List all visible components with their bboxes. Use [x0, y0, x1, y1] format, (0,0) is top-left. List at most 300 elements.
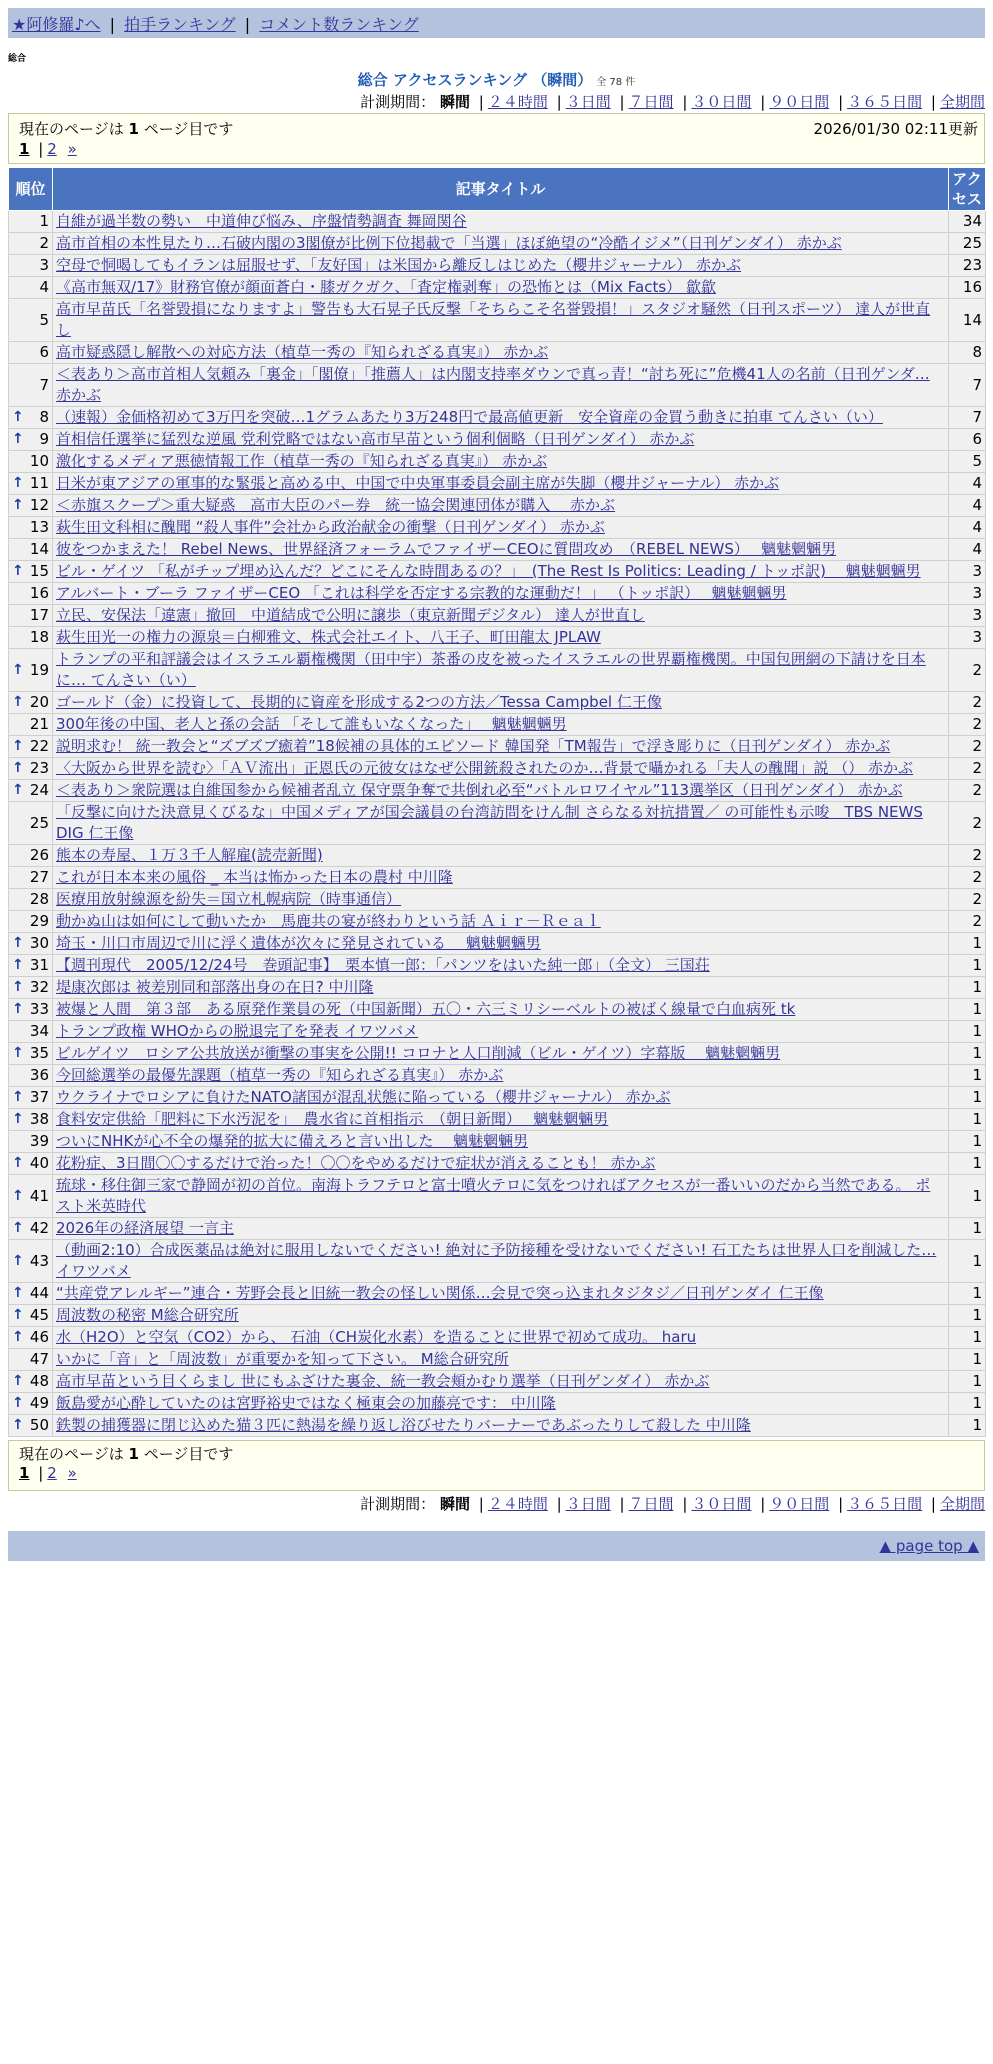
rank-cell [9, 583, 53, 605]
rank-number: 13 [29, 518, 49, 536]
rank-number: 45 [29, 1306, 49, 1324]
up-arrow-icon: ↑ [12, 1001, 24, 1017]
title-cell [53, 1131, 949, 1153]
rank-cell [9, 1218, 53, 1240]
up-arrow-icon: ↑ [12, 1220, 24, 1236]
rank-number: 49 [29, 1394, 49, 1412]
footer-bar [8, 1531, 985, 1561]
period-3d-link-bottom[interactable]: ３日間 [565, 1495, 611, 1513]
period-90d-link-bottom[interactable]: ９０日間 [769, 1495, 830, 1513]
access-count: 1 [949, 1283, 986, 1305]
rank-number: 32 [29, 978, 49, 996]
site-home-link[interactable]: ★阿修羅♪へ [12, 15, 101, 34]
table-row [9, 1153, 986, 1175]
up-arrow-icon: ↑ [12, 563, 24, 579]
title-cell [53, 407, 949, 429]
rank-cell [9, 911, 53, 933]
title-cell [53, 561, 949, 583]
article-title-link[interactable]: 花粉症、3日間〇〇するだけで治った！〇〇をやめるだけで症状が消えることも！ 赤かぶ [56, 1154, 656, 1172]
article-title-link[interactable]: 今回総選挙の最優先課題（植草一秀の『知られざる真実』） 赤かぶ [56, 1066, 504, 1084]
access-count: 4 [949, 473, 986, 495]
up-arrow-icon: ↑ [12, 1187, 24, 1204]
updated-timestamp: 2026/01/30 02:11更新 [813, 120, 978, 138]
table-row [9, 561, 986, 583]
table-row [9, 1065, 986, 1087]
rank-number: 46 [29, 1328, 49, 1346]
access-count: 1 [949, 1393, 986, 1415]
rank-number: 48 [29, 1372, 49, 1390]
table-row [9, 473, 986, 495]
access-count: 1 [949, 1043, 986, 1065]
table-row [9, 1349, 986, 1371]
rank-cell [9, 1021, 53, 1043]
period-7d-link-bottom[interactable]: ７日間 [628, 1495, 674, 1513]
article-title-link[interactable]: ＜赤旗スクープ＞重大疑惑 高市大臣のパー券 統一協会関連団体が購入 赤かぶ [56, 496, 616, 514]
access-count: 1 [949, 999, 986, 1021]
table-row [9, 1371, 986, 1393]
article-title-link[interactable]: “共産党アレルギー”連合・芳野会長と旧統一教会の怪しい関係…会見で突っ込まれタジタジ／日刊ゲンダイ 仁王像 [56, 1284, 824, 1302]
article-title-link[interactable]: （動画2:10）合成医薬品は絶対に服用しないでください! 絶対に予防接種を受けないでください! 石工たちは世界人口を削減した… イワツバメ [56, 1241, 937, 1280]
title-cell [53, 1349, 949, 1371]
article-title-link[interactable]: ついにNHKが心不全の爆発的拡大に備えろと言い出した 魑魅魍魎男 [56, 1132, 529, 1150]
article-title-link[interactable]: 動かぬ山は如何にして動いたか 馬鹿共の宴が終わりという話 Ａｉｒ－Ｒｅａｌ [56, 912, 601, 930]
table-row [9, 1305, 986, 1327]
rank-cell [9, 1349, 53, 1371]
rank-number: 19 [29, 660, 49, 679]
page-title [8, 69, 985, 91]
rank-column-header: 順位 [9, 168, 53, 211]
access-count: 3 [949, 627, 986, 649]
article-title-link[interactable]: いかに「音」と「周波数」が重要かを知って下さい。 M総合研究所 [56, 1350, 509, 1368]
article-title-link[interactable]: 高市早苗氏「名誉毀損になりますよ」警告も大石晃子氏反撃「そちらこそ名誉毀損！」スタジオ騒然（日刊スポーツ） 達人が世直し [56, 300, 931, 339]
rank-number: 47 [29, 1350, 49, 1368]
table-row [9, 955, 986, 977]
article-title-link[interactable]: 萩生田光一の権力の源泉＝白柳雅文、株式会社エイト、八王子、町田龍太 JPLAW [56, 628, 601, 646]
access-count: 2 [949, 911, 986, 933]
table-row [9, 714, 986, 736]
access-count: 2 [949, 867, 986, 889]
table-row [9, 867, 986, 889]
rank-number: 30 [29, 934, 49, 952]
title-cell [53, 1065, 949, 1087]
article-title-link[interactable]: 《高市無双/17》財務官僚が顔面蒼白・膝ガクガク、「査定権剥奪」の恐怖とは（Mix Facts） 歙歙 [56, 278, 716, 296]
rank-cell [9, 1305, 53, 1327]
article-title-link[interactable]: 水（H2O）と空気（CO2）から、 石油（CH炭化水素）を造ることに世界で初めて成功。 haru [56, 1328, 697, 1346]
table-row [9, 495, 986, 517]
rank-cell [9, 627, 53, 649]
rank-number: 35 [29, 1044, 49, 1062]
up-arrow-icon: ↑ [12, 1395, 24, 1411]
article-title-link[interactable]: 飯島愛が心酔していたのは宮野裕史ではなく極東会の加藤亮です： 中川隆 [56, 1394, 556, 1412]
page-2-link-bottom[interactable]: 2 [47, 1464, 57, 1482]
period-label: 計測期間： [360, 1495, 436, 1513]
table-row [9, 364, 986, 407]
article-title-link[interactable]: 説明求む！ 統一教会と“ズブズブ癒着”18候補の具体的エピソード 韓国発「TM報告」で浮き彫りに（日刊ゲンダイ） 赤かぶ [56, 737, 891, 755]
rank-number: 21 [29, 715, 49, 733]
article-title-link[interactable]: トランプの平和評議会はイスラエル覇権機関（田中宇）茶番の皮を被ったイスラエルの世界覇権機関。中国包囲網の下請けを日本に… てんさい（い） [56, 650, 926, 689]
up-arrow-icon: ↑ [12, 497, 24, 513]
access-count: 5 [949, 451, 986, 473]
title-cell [53, 1393, 949, 1415]
next-page-link[interactable]: » [67, 140, 77, 158]
article-title-link[interactable]: ウクライナでロシアに負けたNATO諸国が混乱状態に陥っている（櫻井ジャーナル） 赤かぶ [56, 1088, 671, 1106]
table-row [9, 845, 986, 867]
access-count: 2 [949, 845, 986, 867]
rank-number: 29 [29, 912, 49, 930]
article-title-link[interactable]: 琉球・移住御三家で静岡が初の首位。南海トラフテロと富士噴火テロに気をつければアクセスが一番いいのだから当然である。 ポスト米英時代 [56, 1176, 931, 1215]
article-title-link[interactable]: 高市早苗という目くらまし 世にもふざけた裏金、統一教会頬かむり選挙（日刊ゲンダイ） 赤かぶ [56, 1372, 710, 1390]
period-30d-link[interactable]: ３０日間 [691, 93, 752, 111]
rank-cell [9, 1109, 53, 1131]
article-title-link[interactable]: 鉄製の捕獲器に閉じ込めた猫３匹に熱湯を繰り返し浴びせたりバーナーであぶったりして殺した 中川隆 [56, 1416, 751, 1434]
title-cell [53, 758, 949, 780]
table-row [9, 1131, 986, 1153]
rank-cell [9, 736, 53, 758]
pager: 1 | 2 » [19, 140, 77, 158]
rank-number: 6 [39, 343, 49, 361]
up-arrow-icon: ↑ [12, 475, 24, 491]
rank-number: 40 [29, 1154, 49, 1172]
access-count: 23 [949, 255, 986, 277]
page-2-link[interactable]: 2 [47, 140, 57, 158]
rank-cell [9, 407, 53, 429]
access-count: 1 [949, 977, 986, 999]
table-row [9, 802, 986, 845]
page-status: 現在のページは 1 ページ目です [19, 120, 234, 138]
title-cell [53, 1327, 949, 1349]
access-count: 1 [949, 933, 986, 955]
table-row [9, 255, 986, 277]
page-status-bottom: 現在のページは 1 ページ目です [19, 1445, 234, 1463]
period-label: 計測期間： [360, 93, 436, 111]
up-arrow-icon: ↑ [12, 1045, 24, 1061]
rank-cell [9, 1087, 53, 1109]
rank-cell [9, 539, 53, 561]
rank-cell [9, 561, 53, 583]
access-count: 4 [949, 517, 986, 539]
title-cell [53, 211, 949, 233]
rank-number: 50 [29, 1416, 49, 1434]
title-cell [53, 649, 949, 692]
article-title-link[interactable]: 立民、安保法「違憲」撤回 中道結成で公明に譲歩（東京新聞デジタル） 達人が世直し [56, 606, 645, 624]
title-cell [53, 517, 949, 539]
table-row [9, 233, 986, 255]
table-row [9, 1087, 986, 1109]
nav-separator: | [109, 15, 116, 34]
up-arrow-icon: ↑ [12, 1417, 24, 1433]
access-count: 2 [949, 649, 986, 692]
ranking-table [8, 167, 986, 1437]
access-count: 8 [949, 342, 986, 364]
up-arrow-icon: ↑ [12, 694, 24, 710]
rank-cell [9, 649, 53, 692]
article-title-link[interactable]: 堤康次郎は 被差別同和部落出身の在日? 中川隆 [56, 978, 374, 996]
article-title-link[interactable]: ＜表あり＞衆院選は自維国参から候補者乱立 保守票争奪で共倒れ必至“バトルロワイヤル”113選挙区（日刊ゲンダイ） 赤かぶ [56, 781, 903, 799]
article-title-link[interactable]: 周波数の秘密 M総合研究所 [56, 1306, 239, 1324]
title-cell [53, 583, 949, 605]
next-page-link-bottom[interactable]: » [67, 1464, 77, 1482]
article-title-link[interactable]: 首相信任選挙に猛烈な逆風 党利党略ではない高市早苗という個利個略（日刊ゲンダイ） 赤かぶ [56, 430, 695, 448]
access-count: 7 [949, 407, 986, 429]
access-count: 1 [949, 1327, 986, 1349]
table-row [9, 342, 986, 364]
article-title-link[interactable]: 食料安定供給「肥料に下水汚泥を」 農水省に首相指示 （朝日新聞） 魑魅魍魎男 [56, 1110, 609, 1128]
rank-cell [9, 1371, 53, 1393]
article-title-link[interactable]: 2026年の経済展望 一言主 [56, 1219, 234, 1237]
title-cell [53, 1109, 949, 1131]
rank-cell [9, 1240, 53, 1283]
rank-number: 18 [29, 628, 49, 646]
access-count: 1 [949, 1153, 986, 1175]
title-cell [53, 451, 949, 473]
rank-number: 36 [29, 1066, 49, 1084]
rank-number: 11 [29, 474, 49, 492]
up-arrow-icon: ↑ [12, 1252, 24, 1269]
article-title-link[interactable]: アルバート・ブーラ ファイザーCEO 「これは科学を否定する宗教的な運動だ！」 （トッポ訳） 魑魅魍魎男 [56, 584, 787, 602]
up-arrow-icon: ↑ [12, 1329, 24, 1345]
access-count: 1 [949, 1349, 986, 1371]
up-arrow-icon: ↑ [12, 1155, 24, 1171]
rank-number: 33 [29, 1000, 49, 1018]
period-current: 瞬間 [439, 93, 470, 111]
title-cell [53, 627, 949, 649]
up-arrow-icon: ↑ [12, 1111, 24, 1127]
pager-bottom: 1 | 2 » [19, 1464, 77, 1482]
article-title-link[interactable]: （速報）金価格初めて3万円を突破…1グラムあたり3万248円で最高値更新 安全資産の金買う動きに拍車 てんさい（い） [56, 408, 883, 426]
table-row [9, 999, 986, 1021]
period-7d-link[interactable]: ７日間 [628, 93, 674, 111]
rank-cell [9, 211, 53, 233]
access-count: 1 [949, 1109, 986, 1131]
rank-number: 10 [29, 452, 49, 470]
access-column-header: アクセス [949, 168, 986, 211]
access-count: 1 [949, 1021, 986, 1043]
article-title-link[interactable]: 彼をつかまえた！ Rebel News、世界経済フォーラムでファイザーCEOに質問攻め （REBEL NEWS） 魑魅魍魎男 [56, 540, 837, 558]
article-title-link[interactable]: 300年後の中国、老人と孫の会話 「そして誰もいなくなった」 魑魅魍魎男 [56, 715, 567, 733]
period-24h-link-bottom[interactable]: ２４時間 [487, 1495, 548, 1513]
rank-number: 25 [29, 813, 49, 832]
rank-number: 5 [39, 310, 49, 329]
title-cell [53, 933, 949, 955]
rank-number: 39 [29, 1132, 49, 1150]
rank-number: 7 [39, 375, 49, 394]
article-title-link[interactable]: 高市首相の本性見たり…石破内閣の3閣僚が比例下位掲載で「当選」ほぼ絶望の“冷酷イジメ”（日刊ゲンダイ） 赤かぶ [56, 234, 842, 252]
category-label: 総合 [8, 54, 27, 64]
access-count: 1 [949, 1371, 986, 1393]
rank-cell [9, 1393, 53, 1415]
rank-cell [9, 692, 53, 714]
table-row [9, 451, 986, 473]
title-cell [53, 955, 949, 977]
rank-number: 14 [29, 540, 49, 558]
rank-number: 42 [29, 1219, 49, 1237]
period-30d-link-bottom[interactable]: ３０日間 [691, 1495, 752, 1513]
title-cell [53, 999, 949, 1021]
current-page-number: 1 [19, 1464, 30, 1482]
title-cell [53, 473, 949, 495]
rank-cell [9, 802, 53, 845]
article-title-link[interactable]: 「反撃に向けた決意見くびるな」中国メディアが国会議員の台湾訪問をけん制 さらなる対抗措置／ の可能性も示唆 TBS NEWS DIG 仁王像 [56, 803, 923, 842]
access-count: 1 [949, 1087, 986, 1109]
rank-cell [9, 889, 53, 911]
table-row [9, 1021, 986, 1043]
rank-cell [9, 999, 53, 1021]
access-count: 34 [949, 211, 986, 233]
title-column-header: 記事タイトル [53, 168, 949, 211]
rank-number: 31 [29, 956, 49, 974]
article-title-link[interactable]: 被爆と人間 第３部 ある原発作業員の死（中国新聞）五〇・六三ミリシーベルトの被ばく線量で白血病死 tk [56, 1000, 796, 1018]
article-title-link[interactable]: トランプ政権 WHOからの脱退完了を発表 イワツバメ [56, 1022, 419, 1040]
rank-number: 26 [29, 846, 49, 864]
table-row [9, 583, 986, 605]
table-row [9, 889, 986, 911]
rank-number: 38 [29, 1110, 49, 1128]
rank-cell [9, 1131, 53, 1153]
rank-number: 37 [29, 1088, 49, 1106]
period-selector-bottom: 計測期間： 瞬間 | ２４時間 | ３日間 | ７日間 | ３０日間 | ９０日間 | ３６５日間 | 全期間 [360, 1495, 985, 1513]
title-cell [53, 1043, 949, 1065]
clap-ranking-link[interactable]: 拍手ランキング [124, 15, 236, 34]
title-cell [53, 889, 949, 911]
table-row [9, 1415, 986, 1437]
period-365d-link-bottom[interactable]: ３６５日間 [847, 1495, 923, 1513]
ranking-table-body [9, 211, 986, 1437]
title-cell [53, 780, 949, 802]
rank-cell [9, 605, 53, 627]
up-arrow-icon: ↑ [12, 760, 24, 776]
table-row [9, 758, 986, 780]
rank-number: 4 [39, 278, 49, 296]
table-row [9, 692, 986, 714]
period-90d-link[interactable]: ９０日間 [769, 93, 830, 111]
period-all-link-bottom[interactable]: 全期間 [939, 1495, 985, 1513]
access-count: 2 [949, 780, 986, 802]
title-cell [53, 911, 949, 933]
title-cell [53, 1087, 949, 1109]
access-count: 1 [949, 1175, 986, 1218]
rank-cell [9, 495, 53, 517]
up-arrow-icon: ↑ [12, 661, 24, 678]
access-count: 1 [949, 1131, 986, 1153]
title-cell [53, 1305, 949, 1327]
article-title-link[interactable]: 〈大阪から世界を読む〉「ＡＶ流出」正恩氏の元彼女はなぜ公開銃殺されたのか…背景で囁かれる「夫人の醜聞」説 （） 赤かぶ [56, 759, 914, 777]
rank-cell [9, 977, 53, 999]
article-title-link[interactable]: 熊本の寿屋、１万３千人解雇(読売新聞) [56, 846, 323, 864]
up-arrow-icon: ↑ [12, 1285, 24, 1301]
article-title-link[interactable]: これが日本本来の風俗 _ 本当は怖かった日本の農村 中川隆 [56, 868, 453, 886]
access-count: 2 [949, 802, 986, 845]
table-row [9, 277, 986, 299]
rank-cell [9, 1175, 53, 1218]
access-count: 1 [949, 1218, 986, 1240]
article-title-link[interactable]: ＜表あり＞高市首相人気頼み「裏金」「閣僚」「推薦人」は内閣支持率ダウンで真っ青！“討ち死に”危機41人の名前（日刊ゲンダ… 赤かぶ [56, 365, 930, 404]
access-count: 25 [949, 233, 986, 255]
article-title-link[interactable]: 埼玉・川口市周辺で川に浮く遺体が次々に発見されている 魑魅魍魎男 [56, 934, 541, 952]
article-title-link[interactable]: 日米が東アジアの軍事的な緊張と高める中、中国で中央軍事委員会副主席が失脚（櫻井ジャーナル） 赤かぶ [56, 474, 780, 492]
up-arrow-icon: ↑ [12, 1089, 24, 1105]
table-row [9, 627, 986, 649]
rank-cell [9, 473, 53, 495]
access-count: 1 [949, 1415, 986, 1437]
period-3d-link[interactable]: ３日間 [565, 93, 611, 111]
rank-number: 34 [29, 1022, 49, 1040]
table-row [9, 1109, 986, 1131]
title-cell [53, 1371, 949, 1393]
up-arrow-icon: ↑ [12, 782, 24, 798]
title-cell [53, 1153, 949, 1175]
title-cell [53, 1415, 949, 1437]
period-365d-link[interactable]: ３６５日間 [847, 93, 923, 111]
rank-number: 12 [29, 496, 49, 514]
rank-number: 1 [39, 212, 49, 230]
article-title-link[interactable]: ゴールド（金）に投資して、長期的に資産を形成する2つの方法／Tessa Campbel 仁王像 [56, 693, 662, 711]
article-title-link[interactable]: 高市疑惑隠し解散への対応方法（植草一秀の『知られざる真実』） 赤かぶ [56, 343, 549, 361]
rank-number: 44 [29, 1284, 49, 1302]
table-row [9, 933, 986, 955]
article-title-link[interactable]: 萩生田文科相に醜聞 “殺人事件”会社から政治献金の衝撃（日刊ゲンダイ） 赤かぶ [56, 518, 605, 536]
article-title-link[interactable]: 自維が過半数の勢い 中道伸び悩み、序盤情勢調査 舞岡関谷 [56, 212, 467, 230]
table-row [9, 649, 986, 692]
rank-number: 24 [29, 781, 49, 799]
title-cell [53, 299, 949, 342]
current-page-number: 1 [19, 140, 30, 158]
table-row [9, 780, 986, 802]
access-count: 16 [949, 277, 986, 299]
up-arrow-icon: ↑ [12, 957, 24, 973]
up-arrow-icon: ↑ [12, 1373, 24, 1389]
table-row [9, 429, 986, 451]
period-all-link[interactable]: 全期間 [939, 93, 985, 111]
access-count: 4 [949, 539, 986, 561]
up-arrow-icon: ↑ [12, 979, 24, 995]
title-cell [53, 867, 949, 889]
rank-number: 28 [29, 890, 49, 908]
article-title-link[interactable]: 空母で恫喝してもイランは屈服せず、「友好国」は米国から離反しはじめた（櫻井ジャーナル） 赤かぶ [56, 256, 742, 274]
table-row [9, 605, 986, 627]
table-row [9, 1043, 986, 1065]
article-title-link[interactable]: ビル・ゲイツ 「私がチップ埋め込んだ？どこにそんな時間あるの？」 (The Rest Is Politics: Leading / トッポ訳) 魑魅魍魎男 [56, 562, 921, 580]
up-arrow-icon: ↑ [12, 431, 24, 447]
rank-cell [9, 1043, 53, 1065]
rank-cell [9, 867, 53, 889]
article-title-link[interactable]: 【週刊現代 2005/12/24号 巻頭記事】 栗本慎一郎：「パンツをはいた純一郎」（全文） 三国荘 [56, 956, 710, 974]
pagination-box-bottom [8, 1440, 985, 1491]
rank-cell [9, 955, 53, 977]
title-cell [53, 1240, 949, 1283]
access-count: 7 [949, 364, 986, 407]
page-top-link[interactable]: ▲ page top ▲ [879, 1537, 979, 1555]
table-row [9, 911, 986, 933]
comment-ranking-link[interactable]: コメント数ランキング [259, 15, 419, 34]
up-arrow-icon: ↑ [12, 738, 24, 754]
title-cell [53, 1283, 949, 1305]
article-title-link[interactable]: 激化するメディア悪徳情報工作（植草一秀の『知られざる真実』） 赤かぶ [56, 452, 548, 470]
period-24h-link[interactable]: ２４時間 [487, 93, 548, 111]
table-row [9, 1283, 986, 1305]
period-current: 瞬間 [439, 1495, 470, 1513]
rank-cell [9, 277, 53, 299]
article-title-link[interactable]: ビルゲイツ ロシア公共放送が衝撃の事実を公開!! コロナと人口削減（ビル・ゲイツ）字幕版 魑魅魍魎男 [56, 1044, 781, 1062]
table-row [9, 736, 986, 758]
title-cell [53, 233, 949, 255]
rank-cell [9, 429, 53, 451]
pagination-box-top [8, 113, 985, 164]
table-row [9, 211, 986, 233]
rank-cell [9, 517, 53, 539]
rank-cell [9, 758, 53, 780]
rank-cell [9, 255, 53, 277]
article-title-link[interactable]: 医療用放射線源を紛失＝国立札幌病院（時事通信） [56, 890, 402, 908]
